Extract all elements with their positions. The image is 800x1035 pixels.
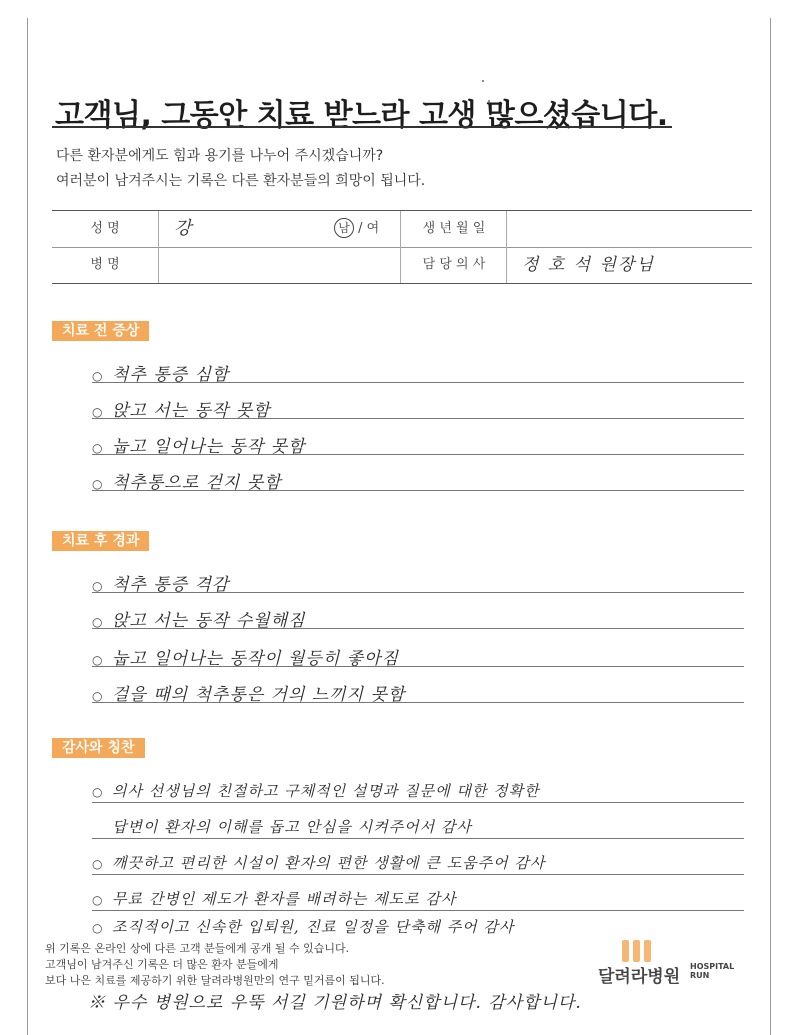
table-divider [158,211,159,283]
after-item-text: 눕고 일어나는 동작이 월등히 좋아짐 [112,649,399,669]
before-item-text: 척추통으로 걷지 못함 [112,473,282,493]
thanks-item[interactable] [92,888,456,909]
bullet-icon: ○ [92,441,104,455]
logo-name-en-line: HOSPITAL [690,962,735,971]
writing-line [92,628,744,629]
birth-label: 생 년 월 일 [422,221,486,236]
intro-line: 여러분이 남겨주시는 기록은 다른 환자분들의 희망이 됩니다. [56,173,426,189]
logo-name-kr: 달려라병원 [598,967,681,987]
writing-line [92,910,744,911]
writing-line [92,454,744,455]
writing-line [92,418,744,419]
doctor-value[interactable]: 정 호 석 원장님 [522,255,655,275]
footer-notice: 위 기록은 온라인 상에 다른 고객 분들에게 공개 될 수 있습니다. [45,942,350,955]
table-divider [506,211,507,283]
bullet-icon: ○ [92,579,104,593]
bullet-icon: ○ [92,615,104,629]
writing-line [92,702,744,703]
thanks-item[interactable] [92,780,540,801]
doctor-label: 담 당 의 사 [422,257,486,272]
logo-name-en-line: RUN [690,971,710,980]
bullet-icon: ○ [92,369,104,383]
thanks-praise-tab: 감사와 칭찬 [52,738,145,758]
writing-line [92,874,744,875]
patient-info-table [52,210,752,284]
footer-notice: 고객님이 남겨주신 기록은 더 많은 환자 분들에게 [45,958,279,971]
bullet-icon: ○ [92,893,104,907]
bullet-icon: ○ [92,653,104,667]
before-item-text: 앉고 서는 동작 못함 [112,401,271,421]
thanks-item-text: 의사 선생님의 친절하고 구체적인 설명과 질문에 대한 정확한 [112,782,540,800]
disease-value[interactable] [160,247,400,283]
bullet-icon: ○ [92,785,104,799]
title-underline [52,126,672,128]
hospital-logo [598,940,748,990]
after-treatment-tab: 치료 후 경과 [52,531,149,551]
after-item-text: 걸을 때의 척추통은 거의 느끼지 못함 [112,685,406,705]
scan-speck [482,80,484,82]
page-title: 고객님, 그동안 치료 받느라 고생 많으셨습니다. [55,98,668,133]
after-item-text: 앉고 서는 동작 수월해짐 [112,611,306,631]
gender-selector[interactable] [334,211,379,247]
bullet-icon: ○ [92,921,104,935]
name-label: 성 명 [90,221,120,236]
writing-line [92,490,744,491]
thanks-item[interactable] [92,852,545,873]
name-value[interactable]: 강 [174,218,192,239]
closing-remark[interactable]: ※ 우수 병원으로 우뚝 서길 기원하며 확신합니다. 감사합니다. [88,993,582,1013]
bullet-icon: ○ [92,857,104,871]
birth-value[interactable] [508,211,752,247]
before-item-text: 눕고 일어나는 동작 못함 [112,437,306,457]
before-item-text: 척추 통증 심함 [112,365,230,385]
footer-notice: 보다 나은 치료를 제공하기 위한 달려라병원만의 연구 밑거름이 됩니다. [45,974,385,987]
bullet-icon: ○ [92,477,104,491]
thanks-item[interactable] [92,916,514,937]
writing-line [92,838,744,839]
after-item-text: 척추 통증 격감 [112,575,230,595]
writing-line [92,666,744,667]
writing-line [92,802,744,803]
table-divider [400,211,401,283]
thanks-item-text: 깨끗하고 편리한 시설이 환자의 편한 생활에 큰 도움주어 감사 [112,854,546,872]
before-treatment-tab: 치료 전 증상 [52,321,149,341]
gender-female-option[interactable]: / 여 [358,221,380,236]
writing-line [92,382,744,383]
disease-label: 병 명 [90,257,120,272]
info-row [52,247,752,283]
bullet-icon: ○ [92,689,104,703]
thanks-item-text: 무료 간병인 제도가 환자를 배려하는 제도로 감사 [112,890,457,908]
bullet-icon: ○ [92,405,104,419]
logo-name-en [690,962,734,980]
gender-male-option[interactable]: 남 [334,218,354,238]
writing-line [92,592,744,593]
info-row [52,211,752,248]
intro-line: 다른 환자분에게도 힘과 용기를 나누어 주시겠습니까? [56,148,384,164]
thanks-item-continued[interactable]: 답변이 환자의 이해를 돕고 안심을 시켜주어서 감사 [112,818,472,836]
thanks-item-text: 조직적이고 신속한 입퇴원, 진료 일정을 단축해 주어 감사 [112,918,515,936]
